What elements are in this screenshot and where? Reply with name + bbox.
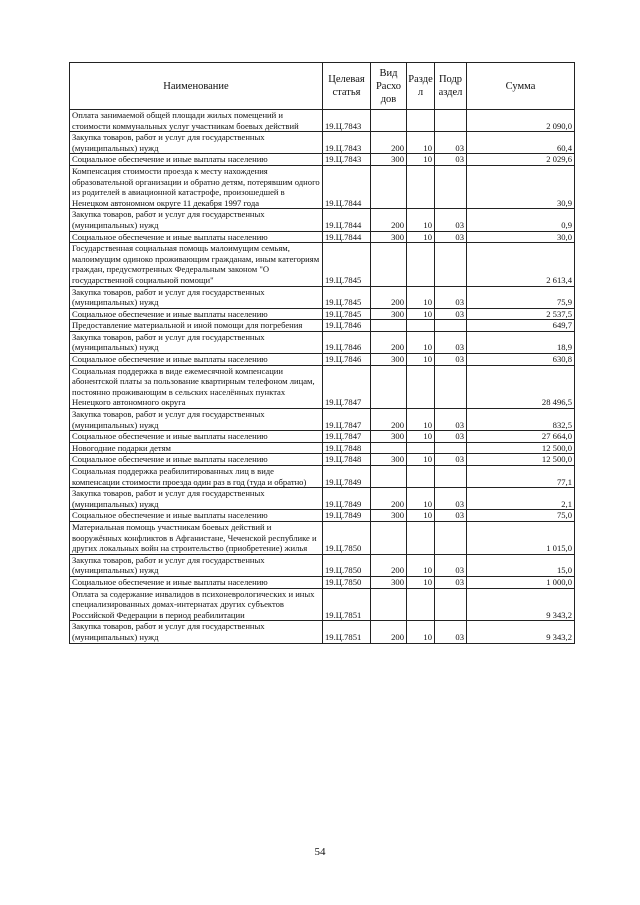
table-row [70,365,575,408]
cell-target-article: 19.Ц.7847 [323,365,371,408]
cell-expense-type: 300 [371,231,407,243]
cell-expense-type: 200 [371,554,407,576]
cell-target-article: 19.Ц.7847 [323,431,371,443]
cell-subsection: 03 [435,454,467,466]
table-row [70,132,575,154]
table-row [70,488,575,510]
cell-target-article: 19.Ц.7851 [323,588,371,621]
cell-target-article: 19.Ц.7845 [323,308,371,320]
table-row [70,588,575,621]
table-row [70,431,575,443]
cell-name: Закупка товаров, работ и услуг для государственных (муниципальных) нужд [70,554,323,576]
cell-section: 10 [407,488,435,510]
cell-sum: 1 015,0 [467,521,575,554]
table-row [70,286,575,308]
cell-sum: 75,0 [467,510,575,522]
header-section: Разде л [407,63,435,110]
cell-name: Закупка товаров, работ и услуг для государственных (муниципальных) нужд [70,209,323,231]
cell-target-article: 19.Ц.7849 [323,488,371,510]
cell-section: 10 [407,431,435,443]
cell-target-article: 19.Ц.7850 [323,576,371,588]
cell-name: Социальное обеспечение и иные выплаты населению [70,454,323,466]
cell-subsection [435,442,467,454]
cell-name: Материальная помощь участникам боевых действий и вооружённых конфликтов в Афганистане, Чеченской республике и других локальных войн на строительство (приобретение) жилья [70,521,323,554]
cell-section [407,243,435,286]
header-sum: Сумма [467,63,575,110]
cell-subsection: 03 [435,576,467,588]
cell-sum: 832,5 [467,409,575,431]
cell-target-article: 19.Ц.7843 [323,110,371,132]
cell-target-article: 19.Ц.7844 [323,209,371,231]
header-name: Наименование [70,63,323,110]
cell-subsection [435,466,467,488]
cell-target-article: 19.Ц.7849 [323,466,371,488]
cell-sum: 30,9 [467,165,575,208]
cell-subsection: 03 [435,431,467,443]
cell-sum: 9 343,2 [467,588,575,621]
budget-table [69,62,575,644]
cell-expense-type: 300 [371,510,407,522]
table-row [70,621,575,643]
table-row [70,554,575,576]
cell-expense-type: 200 [371,331,407,353]
cell-section: 10 [407,286,435,308]
cell-subsection: 03 [435,331,467,353]
cell-target-article: 19.Ц.7846 [323,354,371,366]
cell-sum: 630,8 [467,354,575,366]
cell-expense-type [371,588,407,621]
cell-expense-type: 300 [371,308,407,320]
cell-sum: 18,9 [467,331,575,353]
cell-sum: 12 500,0 [467,442,575,454]
cell-sum: 75,9 [467,286,575,308]
cell-expense-type: 200 [371,286,407,308]
cell-sum: 30,0 [467,231,575,243]
table-row [70,331,575,353]
cell-target-article: 19.Ц.7844 [323,231,371,243]
cell-sum: 77,1 [467,466,575,488]
cell-section [407,365,435,408]
cell-target-article: 19.Ц.7848 [323,442,371,454]
cell-section [407,588,435,621]
cell-section: 10 [407,554,435,576]
cell-expense-type: 300 [371,454,407,466]
cell-sum: 2,1 [467,488,575,510]
cell-sum: 2 029,6 [467,154,575,166]
cell-section [407,320,435,332]
table-row [70,231,575,243]
table-row [70,110,575,132]
cell-subsection: 03 [435,621,467,643]
table-row [70,576,575,588]
cell-sum: 0,9 [467,209,575,231]
cell-expense-type [371,320,407,332]
table-header-row [70,63,575,110]
cell-target-article: 19.Ц.7850 [323,521,371,554]
cell-section: 10 [407,154,435,166]
header-expense-type: Вид Расхо дов [371,63,407,110]
cell-sum: 2 613,4 [467,243,575,286]
header-subsection: Подр аздел [435,63,467,110]
cell-section [407,165,435,208]
cell-sum: 649,7 [467,320,575,332]
cell-name: Социальное обеспечение и иные выплаты населению [70,354,323,366]
cell-target-article: 19.Ц.7845 [323,243,371,286]
cell-expense-type: 300 [371,154,407,166]
cell-name: Закупка товаров, работ и услуг для государственных (муниципальных) нужд [70,621,323,643]
cell-name: Новогодние подарки детям [70,442,323,454]
cell-section: 10 [407,576,435,588]
cell-section: 10 [407,510,435,522]
table-row [70,308,575,320]
header-target-article: Целевая статья [323,63,371,110]
cell-name: Закупка товаров, работ и услуг для государственных (муниципальных) нужд [70,488,323,510]
cell-name: Социальное обеспечение и иные выплаты населению [70,510,323,522]
table-row [70,165,575,208]
cell-expense-type: 300 [371,354,407,366]
cell-sum: 28 496,5 [467,365,575,408]
cell-subsection: 03 [435,554,467,576]
cell-name: Закупка товаров, работ и услуг для государственных (муниципальных) нужд [70,331,323,353]
cell-expense-type: 200 [371,209,407,231]
page-number: 54 [314,846,326,858]
cell-sum: 2 090,0 [467,110,575,132]
cell-section: 10 [407,132,435,154]
cell-subsection: 03 [435,510,467,522]
table-row [70,521,575,554]
cell-subsection: 03 [435,154,467,166]
cell-expense-type: 200 [371,132,407,154]
cell-subsection [435,521,467,554]
cell-expense-type [371,165,407,208]
table-row [70,154,575,166]
cell-sum: 2 537,5 [467,308,575,320]
cell-subsection: 03 [435,132,467,154]
cell-name: Социальное обеспечение и иные выплаты населению [70,576,323,588]
cell-subsection: 03 [435,286,467,308]
cell-subsection: 03 [435,308,467,320]
cell-section: 10 [407,454,435,466]
cell-name: Предоставление материальной и иной помощи для погребения [70,320,323,332]
cell-target-article: 19.Ц.7847 [323,409,371,431]
cell-subsection: 03 [435,488,467,510]
cell-sum: 9 343,2 [467,621,575,643]
cell-section [407,521,435,554]
cell-subsection: 03 [435,209,467,231]
cell-name: Закупка товаров, работ и услуг для государственных (муниципальных) нужд [70,132,323,154]
cell-target-article: 19.Ц.7848 [323,454,371,466]
cell-expense-type: 300 [371,576,407,588]
cell-section: 10 [407,308,435,320]
cell-sum: 27 664,0 [467,431,575,443]
cell-sum: 60,4 [467,132,575,154]
cell-section: 10 [407,354,435,366]
cell-target-article: 19.Ц.7849 [323,510,371,522]
cell-name: Закупка товаров, работ и услуг для государственных (муниципальных) нужд [70,286,323,308]
cell-subsection [435,110,467,132]
cell-subsection [435,588,467,621]
cell-target-article: 19.Ц.7844 [323,165,371,208]
cell-subsection: 03 [435,409,467,431]
cell-expense-type [371,466,407,488]
cell-subsection: 03 [435,354,467,366]
cell-sum: 12 500,0 [467,454,575,466]
cell-name: Социальное обеспечение и иные выплаты населению [70,308,323,320]
cell-section: 10 [407,331,435,353]
table-row [70,409,575,431]
cell-section: 10 [407,409,435,431]
table-row [70,209,575,231]
cell-name: Социальная поддержка реабилитированных лиц в виде компенсации стоимости проезда один раз в год (туда и обратно) [70,466,323,488]
cell-target-article: 19.Ц.7845 [323,286,371,308]
cell-name: Закупка товаров, работ и услуг для государственных (муниципальных) нужд [70,409,323,431]
table-body [70,110,575,644]
table-row [70,320,575,332]
cell-subsection: 03 [435,231,467,243]
cell-section: 10 [407,209,435,231]
cell-sum: 15,0 [467,554,575,576]
table-row [70,466,575,488]
cell-section [407,442,435,454]
table-row [70,354,575,366]
table-row [70,454,575,466]
table-row [70,442,575,454]
cell-target-article: 19.Ц.7843 [323,154,371,166]
table-row [70,243,575,286]
cell-subsection [435,320,467,332]
cell-name: Социальное обеспечение и иные выплаты населению [70,231,323,243]
cell-expense-type [371,521,407,554]
cell-expense-type: 200 [371,621,407,643]
table-row [70,510,575,522]
cell-name: Оплата за содержание инвалидов в психоневрологических и иных специализированных домах-интернатах других субъектов Российской Федерации в период реабилитации [70,588,323,621]
cell-name: Социальное обеспечение и иные выплаты населению [70,431,323,443]
cell-section: 10 [407,231,435,243]
cell-target-article: 19.Ц.7846 [323,320,371,332]
cell-subsection [435,365,467,408]
cell-expense-type [371,243,407,286]
cell-target-article: 19.Ц.7850 [323,554,371,576]
cell-name: Социальное обеспечение и иные выплаты населению [70,154,323,166]
cell-expense-type [371,365,407,408]
cell-target-article: 19.Ц.7851 [323,621,371,643]
cell-expense-type: 200 [371,409,407,431]
cell-target-article: 19.Ц.7846 [323,331,371,353]
cell-expense-type [371,110,407,132]
cell-expense-type: 300 [371,431,407,443]
cell-expense-type: 200 [371,488,407,510]
cell-name: Социальная поддержка в виде ежемесячной компенсации абонентской платы за пользование квартирным телефоном лицам, постоянно проживающим в сельских населённых пунктах Ненецкого автономного округа [70,365,323,408]
cell-section [407,110,435,132]
cell-subsection [435,165,467,208]
cell-section [407,466,435,488]
cell-expense-type [371,442,407,454]
cell-target-article: 19.Ц.7843 [323,132,371,154]
cell-sum: 1 000,0 [467,576,575,588]
cell-section: 10 [407,621,435,643]
cell-subsection [435,243,467,286]
cell-name: Оплата занимаемой общей площади жилых помещений и стоимости коммунальных услуг участникам боевых действий [70,110,323,132]
cell-name: Государственная социальная помощь малоимущим семьям, малоимущим одиноко проживающим гражданам, иным категориям граждан, предусмотренных Федеральным законом "О государственной социальной помощи" [70,243,323,286]
cell-name: Компенсация стоимости проезда к месту нахождения образовательной организации и обратно детям, потерявшим одного из родителей в авиационной катастрофе, произошедшей в Ненецком автономном округе 11 декабря 1997 года [70,165,323,208]
